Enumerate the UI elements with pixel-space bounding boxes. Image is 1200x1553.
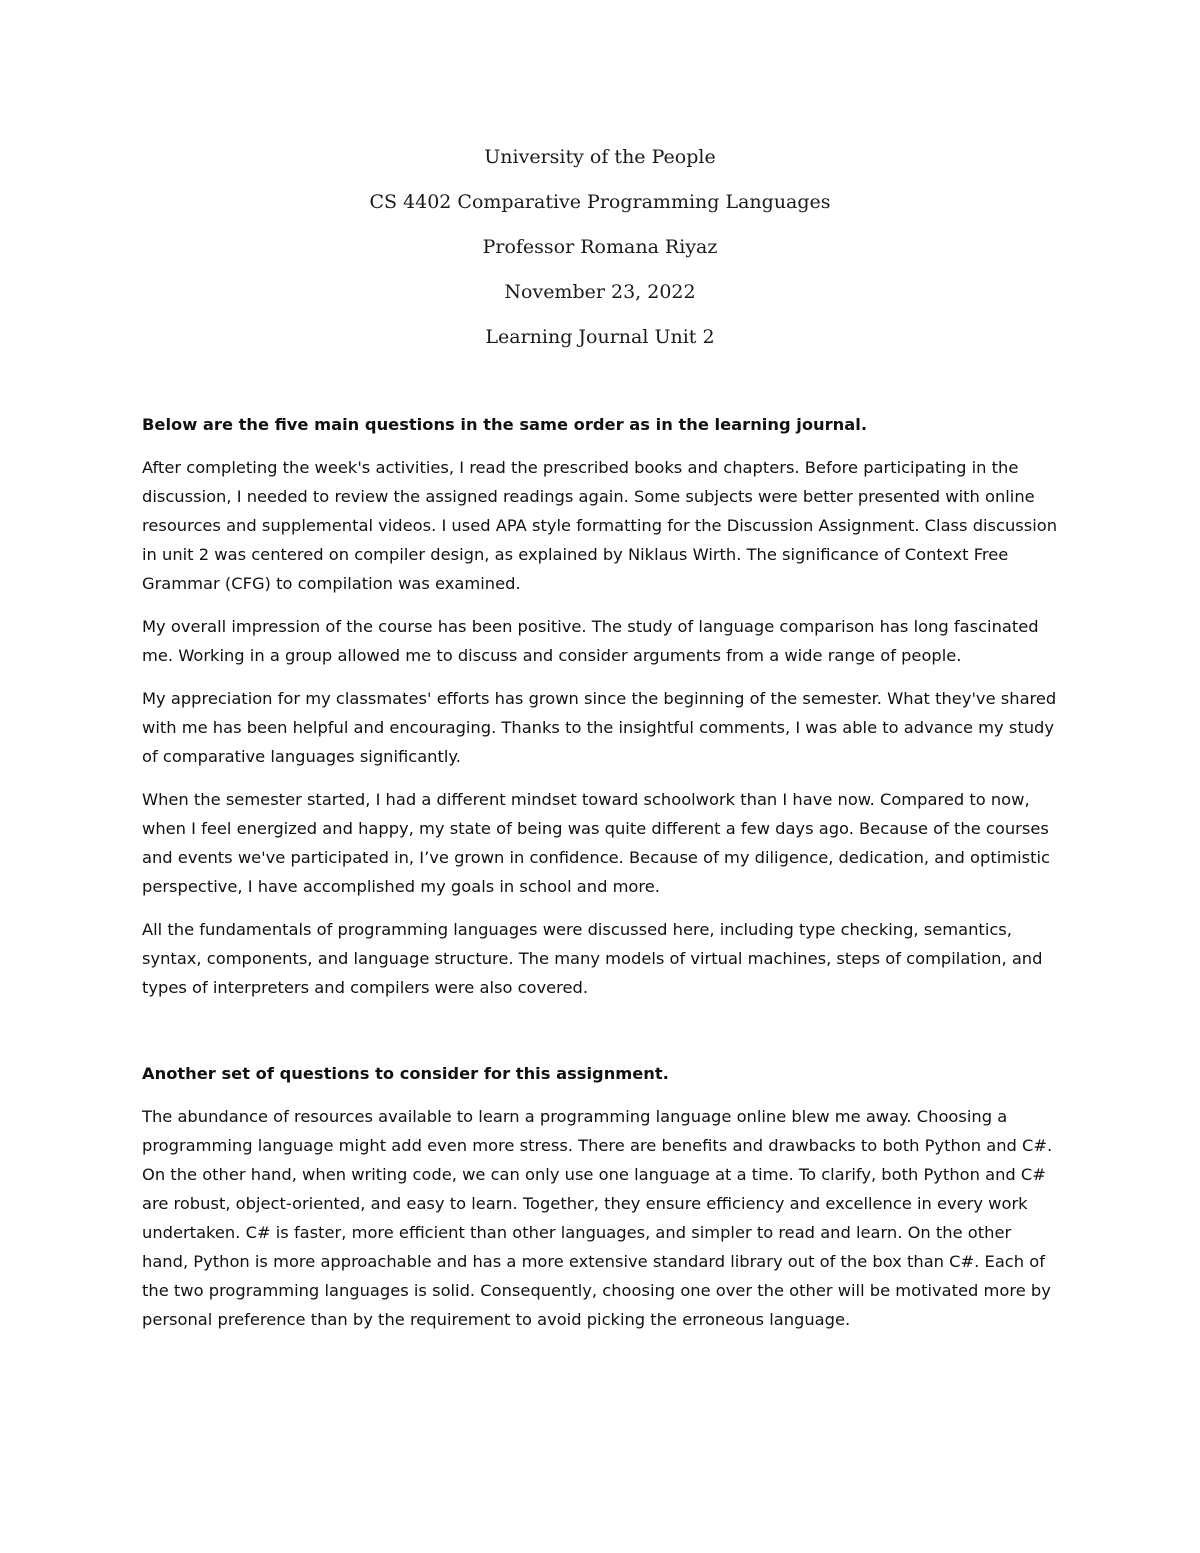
paragraph-mindset: When the semester started, I had a different mindset toward schoolwork than I have now. Compared to now, when I feel energized and happy, my state of being was quite different a few days ago. Because of the courses and events we've participated in, I’ve grown in confidence. Because of my diligence, dedication, and optimistic perspective, I have accomplished my goals in school and more. <box>142 790 1050 896</box>
section-heading-other-questions: Another set of questions to consider for this assignment. <box>142 1064 669 1083</box>
course-title: CS 4402 Comparative Programming Languages <box>369 191 831 213</box>
section-heading-main-questions: Below are the five main questions in the same order as in the learning journal. <box>142 415 868 434</box>
professor-name: Professor Romana Riyaz <box>482 236 718 258</box>
paragraph-impression: My overall impression of the course has been positive. The study of language comparison has long fascinated me. Working in a group allowed me to discuss and consider arguments from a wide range of people. <box>142 617 1039 665</box>
section-spacer <box>142 1016 1062 1059</box>
paragraph-fundamentals: All the fundamentals of programming languages were discussed here, including type checking, semantics, syntax, components, and language structure. The many models of virtual machines, steps of compilation, and types of interpreters and compilers were also covered. <box>142 920 1043 997</box>
paragraph-activities: After completing the week's activities, I read the prescribed books and chapters. Before participating in the discussion, I needed to review the assigned readings again. Some subjects were better presented with online resources and supplemental videos. I used APA style formatting for the Discussion Assignment. Class discussion in unit 2 was centered on compiler design, as explained by Niklaus Wirth. The significance of Context Free Grammar (CFG) to compilation was examined. <box>142 458 1058 593</box>
submission-date: November 23, 2022 <box>504 281 696 303</box>
university-name: University of the People <box>484 146 716 168</box>
paragraph-python-csharp: The abundance of resources available to learn a programming language online blew me away. Choosing a programming language might add even more stress. There are benefits and drawbacks to both Python and C#. On the other hand, when writing code, we can only use one language at a time. To clarify, both Python and C# are robust, object-oriented, and easy to learn. Together, they ensure efficiency and excellence in every work undertaken. C# is faster, more efficient than other languages, and simpler to read and learn. On the other hand, Python is more approachable and has a more extensive standard library out of the box than C#. Each of the two programming languages is solid. Consequently, choosing one over the other will be motivated more by personal preference than by the requirement to avoid picking the erroneous language. <box>142 1107 1053 1329</box>
title-block <box>0 140 1200 365</box>
document-body <box>142 410 1062 1348</box>
assignment-title: Learning Journal Unit 2 <box>485 326 715 348</box>
paragraph-appreciation: My appreciation for my classmates' efforts has grown since the beginning of the semester. What they've shared with me has been helpful and encouraging. Thanks to the insightful comments, I was able to advance my study of comparative languages significantly. <box>142 689 1057 766</box>
